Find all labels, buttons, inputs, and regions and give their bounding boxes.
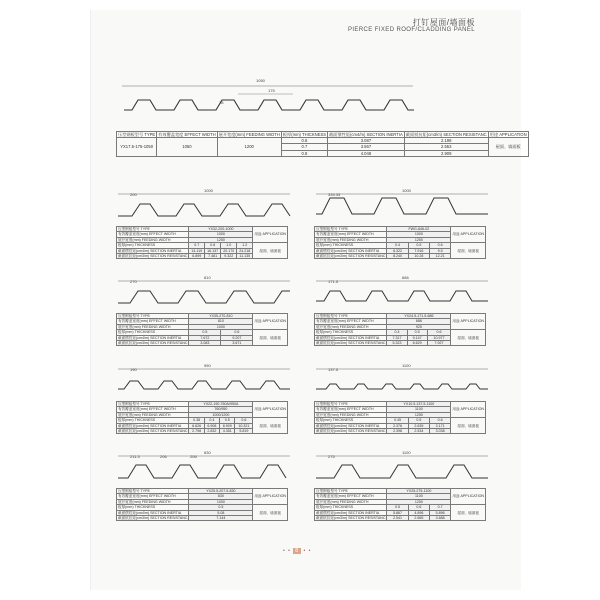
spec-label: 截面惯性矩(cm4/m) SECTION INERTIA (117, 248, 189, 253)
spec-value: 0.38 (189, 418, 204, 423)
spec-value: 3.171 (430, 423, 451, 428)
col-type: 压型钢板型号 TYPE (118, 132, 156, 137)
spec-label: 有效覆盖宽度(mm) EFFECT WIDTH (315, 494, 387, 499)
spec-value: 5.323 (387, 341, 407, 346)
spec-label: 压型钢板型号 TYPE (315, 314, 387, 319)
spec-label: 展开宽度(mm) FEEDING WIDTH (117, 412, 189, 417)
application-label: 用途 APPLICATION (253, 402, 288, 418)
spec-value: 7.481 (205, 254, 221, 259)
col-inertia: 截面惯性矩(cm4/m) SECTION INERTIA (329, 132, 403, 137)
spec-label: 压型钢板型号 TYPE (117, 227, 189, 232)
spec-value: 7.317 (387, 335, 407, 340)
application-label: 用途 APPLICATION (451, 402, 486, 418)
spec-label: 板厚(mm) THICKNESS (117, 418, 189, 423)
panel-dimension: 190 (130, 367, 137, 372)
spec-value: 0.4 (204, 418, 219, 423)
panel-profile-drawing (116, 452, 294, 482)
spec-label: 板厚(mm) THICKNESS (315, 505, 387, 510)
spec-value: 9.5 (430, 248, 451, 253)
spec-label: 压型钢板型号 TYPE (315, 402, 387, 407)
spec-value: 1250 (387, 499, 451, 504)
application-value: 屋面、墙面板 (253, 330, 288, 346)
spec-value: 810 (189, 319, 253, 324)
spec-label: 截面惯性矩(cm4/m) SECTION INERTIA (315, 510, 387, 515)
spec-label: 截面惯性矩(cm4/m) SECTION INERTIA (117, 510, 189, 515)
spec-label: 展开宽度(mm) FEEDING WIDTH (117, 237, 189, 242)
col-effect: 有效覆盖宽度 EFFECT WIDTH (158, 132, 216, 137)
spec-value: 3.038 (430, 429, 451, 434)
panel-dimension: 270 (130, 279, 137, 284)
panel-dimension: 171.5 (328, 279, 339, 284)
spec-label: 有效覆盖宽度(mm) EFFECT WIDTH (315, 232, 387, 237)
spec-value: YX35-270-810 (189, 314, 253, 319)
page-number: • • 8 • • (283, 548, 312, 554)
profile-outline (316, 291, 488, 301)
spec-label: 板厚(mm) THICKNESS (117, 330, 189, 335)
spec-value: 8.240 (387, 254, 408, 259)
cell: 2.198 (404, 138, 488, 144)
cell: 0.8 (281, 150, 327, 156)
spec-value: 2.398 (387, 429, 408, 434)
spec-label: 截面抵抗矩(cm3/m) SECTION RESISTANC (316, 516, 386, 521)
application-label: 用途 APPLICATION (253, 314, 288, 330)
panel-dimension: 950 (204, 363, 211, 368)
spec-label: 板厚(mm) THICKNESS (315, 243, 387, 248)
spec-label: 压型钢板型号 TYPE (117, 402, 189, 407)
spec-value: 2.639 (408, 423, 429, 428)
spec-value: 6.629 (407, 341, 427, 346)
panel-profile-drawing (314, 452, 492, 482)
panel1-app: 屋面、墙面板 (488, 138, 528, 157)
spec-value: 1250 (387, 412, 451, 417)
application-label: 用途 APPLICATION (451, 489, 486, 505)
panel-dimension: 1000 (204, 188, 213, 193)
panel-spec-table (116, 313, 288, 346)
spec-value: 1250 (387, 237, 451, 242)
spec-value: 0.6 (427, 330, 451, 335)
spec-label: 截面惯性矩(cm4/m) SECTION INERTIA (315, 248, 387, 253)
cell: 4.048 (328, 150, 405, 156)
spec-value: 0.7 (189, 243, 205, 248)
profile-outline (118, 204, 290, 216)
spec-value: 0.4 (387, 330, 407, 335)
panel1-width-dim: 1050 (256, 78, 265, 83)
spec-value: 2.832 (204, 429, 219, 434)
application-label: 用途 APPLICATION (253, 227, 288, 243)
panel-spec-table (314, 488, 486, 521)
spec-value: 6.899 (189, 254, 205, 259)
spec-value: 2.541 (387, 516, 408, 521)
spec-value: YX32-200-1000 (189, 227, 253, 232)
cell: 3.567 (328, 144, 405, 150)
spec-label: 展开宽度(mm) FEEDING WIDTH (315, 237, 387, 242)
spec-value: 10.321 (235, 423, 253, 428)
panel-dimension: 333.33 (328, 192, 341, 197)
spec-value: 1100 (387, 407, 451, 412)
spec-label: 有效覆盖宽度(mm) EFFECT WIDTH (117, 319, 189, 324)
spec-label: 有效覆盖宽度(mm) EFFECT WIDTH (117, 232, 189, 237)
spec-value: 2.534 (408, 429, 429, 434)
spec-value: 3.083 (189, 341, 221, 346)
spec-label: 截面抵抗矩(cm3/m) SECTION RESISTANC (316, 254, 386, 259)
col-resistance: 截面抵抗矩(cm3/m) SECTION RESISTANC (405, 132, 487, 137)
panel1-height-dim: 18 (219, 100, 224, 105)
spec-value: 8.909 (220, 423, 235, 428)
spec-label: 压型钢板型号 TYPE (117, 314, 189, 319)
panel-profile-drawing (116, 277, 294, 307)
spec-value: FWG-846-02 (387, 227, 451, 232)
spec-value: 16.137 (205, 248, 221, 253)
spec-value: 1000 (189, 324, 253, 329)
spec-value: 0.6 (221, 330, 253, 335)
col-thickness: 板厚(mm) THICKNESS (282, 132, 327, 137)
spec-value: 1250 (189, 237, 253, 242)
spec-label: 截面惯性矩(cm4/m) SECTION INERTIA (315, 335, 387, 340)
profile-outline (118, 291, 290, 303)
spec-value: 7.672 (189, 335, 221, 340)
panel-dimension: 211.5 (130, 454, 140, 459)
application-label: 用途 APPLICATION (451, 227, 486, 243)
spec-label: 截面惯性矩(cm4/m) SECTION INERTIA (117, 423, 189, 428)
profile-outline (316, 198, 488, 214)
panel-dimension: 206 (190, 454, 197, 459)
profile-outline (316, 384, 488, 389)
application-value: 屋面、墙面板 (451, 418, 486, 434)
panel1-pitch-dim: 175 (268, 88, 275, 93)
spec-label: 截面抵抗矩(cm3/m) SECTION RESISTANC (118, 429, 188, 434)
application-value: 屋面、墙面板 (253, 505, 288, 521)
spec-label: 板厚(mm) THICKNESS (315, 330, 387, 335)
spec-value: 0.5 (189, 330, 221, 335)
spec-value: 1000/1200 (189, 412, 253, 417)
spec-value: 0.6 (408, 505, 429, 510)
application-value: 屋面、墙面板 (451, 330, 486, 346)
application-label: 用途 APPLICATION (253, 489, 288, 505)
spec-value: 5.896 (430, 510, 451, 515)
panel1-feeding: 1200 (217, 138, 281, 157)
spec-value: 2.798 (189, 429, 204, 434)
spec-value: 0.5 (189, 505, 253, 510)
spec-value: 6.626 (189, 423, 204, 428)
spec-label: 截面抵抗矩(cm3/m) SECTION RESISTANC (118, 516, 188, 521)
application-value: 屋面、墙面板 (253, 243, 288, 259)
spec-value: 686 (387, 319, 451, 324)
panel-dimension: 206 (160, 454, 167, 459)
panel-profile-drawing (116, 190, 294, 220)
panel-dimension: 275 (328, 454, 335, 459)
spec-value: 1000 (189, 232, 253, 237)
spec-value: 0.6 (430, 243, 451, 248)
cell: 2.909 (404, 150, 488, 156)
spec-value: YX22-190-760A/950A (189, 402, 253, 407)
spec-value: 14.119 (189, 248, 205, 253)
spec-value: 0.45 (387, 418, 408, 423)
spec-value: 2.376 (387, 423, 408, 428)
panel1-effect: 1050 (157, 138, 217, 157)
spec-value: 10.977 (427, 335, 451, 340)
profile-outline (316, 465, 488, 478)
spec-value: 1100 (387, 494, 451, 499)
profile-outline (118, 465, 286, 478)
panel-dimension: 200 (130, 192, 137, 197)
cell: 3.087 (328, 138, 405, 144)
application-value: 屋面、墙面板 (253, 418, 288, 434)
spec-label: 有效覆盖宽度(mm) EFFECT WIDTH (117, 407, 189, 412)
spec-value: 2.565 (408, 516, 429, 521)
panel1-spec-table (116, 131, 529, 157)
spec-value: 0.4 (387, 243, 408, 248)
cell: 0.7 (281, 144, 327, 150)
spec-value: YX25.5-207.5-830 (189, 489, 253, 494)
spec-value: 4.351 (220, 429, 235, 434)
spec-value: 7.144 (189, 516, 253, 521)
spec-value: 0.6 (235, 418, 253, 423)
application-value: 屋面、墙面板 (451, 505, 486, 521)
panel-dimension: 686 (402, 275, 409, 280)
spec-value: 5.819 (235, 429, 253, 434)
spec-label: 截面惯性矩(cm4/m) SECTION INERTIA (117, 335, 189, 340)
spec-value: 0.5 (408, 243, 429, 248)
spec-label: 压型钢板型号 TYPE (117, 489, 189, 494)
page-title-en: PIERCE FIXED ROOF/CLADDING PANEL (347, 27, 475, 33)
spec-value: 20.170 (221, 248, 237, 253)
panel-dimension: 810 (204, 275, 211, 280)
spec-value: 4.896 (408, 510, 429, 515)
spec-value: 0.5 (407, 330, 427, 335)
panel-profile-drawing (314, 277, 492, 307)
panel-spec-table (116, 226, 288, 259)
spec-value: 9.207 (221, 335, 253, 340)
panel-spec-table (116, 401, 288, 434)
spec-value: 0.8 (205, 243, 221, 248)
spec-value: 1.2 (237, 243, 253, 248)
spec-value: YX10.5-137.5-1100 (387, 402, 451, 407)
page-title-cn: 打钉屋面/墙面板 (412, 18, 475, 27)
panel-dimension: 1100 (402, 450, 411, 455)
spec-value: 7.927 (427, 341, 451, 346)
spec-label: 截面惯性矩(cm4/m) SECTION INERTIA (315, 423, 387, 428)
profile-outline (118, 381, 290, 389)
panel-dimension: 1100 (402, 363, 411, 368)
spec-label: 有效覆盖宽度(mm) EFFECT WIDTH (117, 494, 189, 499)
spec-value: 0.7 (430, 505, 451, 510)
spec-label: 有效覆盖宽度(mm) EFFECT WIDTH (315, 319, 387, 324)
panel-spec-table (314, 313, 486, 346)
spec-value: 3.688 (430, 516, 451, 521)
spec-value: YX25-275-1100 (387, 489, 451, 494)
application-value: 屋面、墙面板 (451, 243, 486, 259)
panel-dimension: 1000 (402, 188, 411, 193)
spec-value: 6.908 (204, 423, 219, 428)
spec-value: 10.28 (408, 254, 429, 259)
spec-label: 展开宽度(mm) FEEDING WIDTH (315, 499, 387, 504)
spec-value: 11.135 (237, 254, 253, 259)
cell: 2.553 (404, 144, 488, 150)
spec-label: 压型钢板型号 TYPE (315, 489, 387, 494)
page-number-value: 8 (295, 548, 300, 554)
col-feeding: 展开宽度(mm) FEEDING WIDTH (218, 132, 280, 137)
spec-label: 展开宽度(mm) FEEDING WIDTH (117, 324, 189, 329)
col-application: 用途 APPLICATION (489, 132, 527, 137)
spec-label: 展开宽度(mm) FEEDING WIDTH (117, 499, 189, 504)
spec-label: 展开宽度(mm) FEEDING WIDTH (315, 324, 387, 329)
spec-value: 6.322 (387, 248, 408, 253)
panel1-type: YX17.5-175-1050 (117, 138, 157, 157)
spec-value: 0.5 (387, 505, 408, 510)
spec-value: 830 (189, 494, 253, 499)
spec-value: YX24.5-171.5-686 (387, 314, 451, 319)
spec-value: 1000 (387, 232, 451, 237)
spec-value: 1.0 (221, 243, 237, 248)
spec-value: 760/950 (189, 407, 253, 412)
spec-label: 有效覆盖宽度(mm) EFFECT WIDTH (315, 407, 387, 412)
spec-value: 7.916 (408, 248, 429, 253)
panel-profile-drawing (314, 365, 492, 395)
spec-label: 压型钢板型号 TYPE (315, 227, 387, 232)
panel-profile-drawing (314, 190, 492, 220)
spec-value: 0.5 (220, 418, 235, 423)
spec-label: 板厚(mm) THICKNESS (117, 505, 189, 510)
spec-value: 925 (387, 324, 451, 329)
panel-spec-table (314, 401, 486, 434)
spec-value: 5.08 (189, 510, 253, 515)
panel-dimension: 830 (204, 450, 211, 455)
panel-spec-table (116, 488, 288, 521)
panel1-profile-drawing (118, 80, 418, 122)
spec-value: 1000 (189, 499, 253, 504)
cell: 0.6 (281, 138, 327, 144)
spec-value: 12.21 (430, 254, 451, 259)
panel-spec-table (314, 226, 486, 259)
spec-value: 0.6 (430, 418, 451, 423)
spec-label: 板厚(mm) THICKNESS (315, 418, 387, 423)
spec-label: 截面抵抗矩(cm3/m) SECTION RESISTANC (118, 254, 188, 259)
spec-value: 0.5 (408, 418, 429, 423)
spec-value: 3.671 (221, 341, 253, 346)
panel-dimension: 137.5 (328, 367, 339, 372)
spec-value: 9.322 (221, 254, 237, 259)
application-label: 用途 APPLICATION (451, 314, 486, 330)
spec-label: 展开宽度(mm) FEEDING WIDTH (315, 412, 387, 417)
spec-label: 截面抵抗矩(cm3/m) SECTION RESISTANC (316, 341, 386, 346)
spec-label: 截面抵抗矩(cm3/m) SECTION RESISTANC (118, 341, 188, 346)
spec-value: 5.867 (387, 510, 408, 515)
panel-profile-drawing (116, 365, 294, 395)
spec-label: 截面抵抗矩(cm3/m) SECTION RESISTANC (316, 429, 386, 434)
spec-value: 24.218 (237, 248, 253, 253)
spec-value: 9.147 (407, 335, 427, 340)
spec-label: 板厚(mm) THICKNESS (117, 243, 189, 248)
